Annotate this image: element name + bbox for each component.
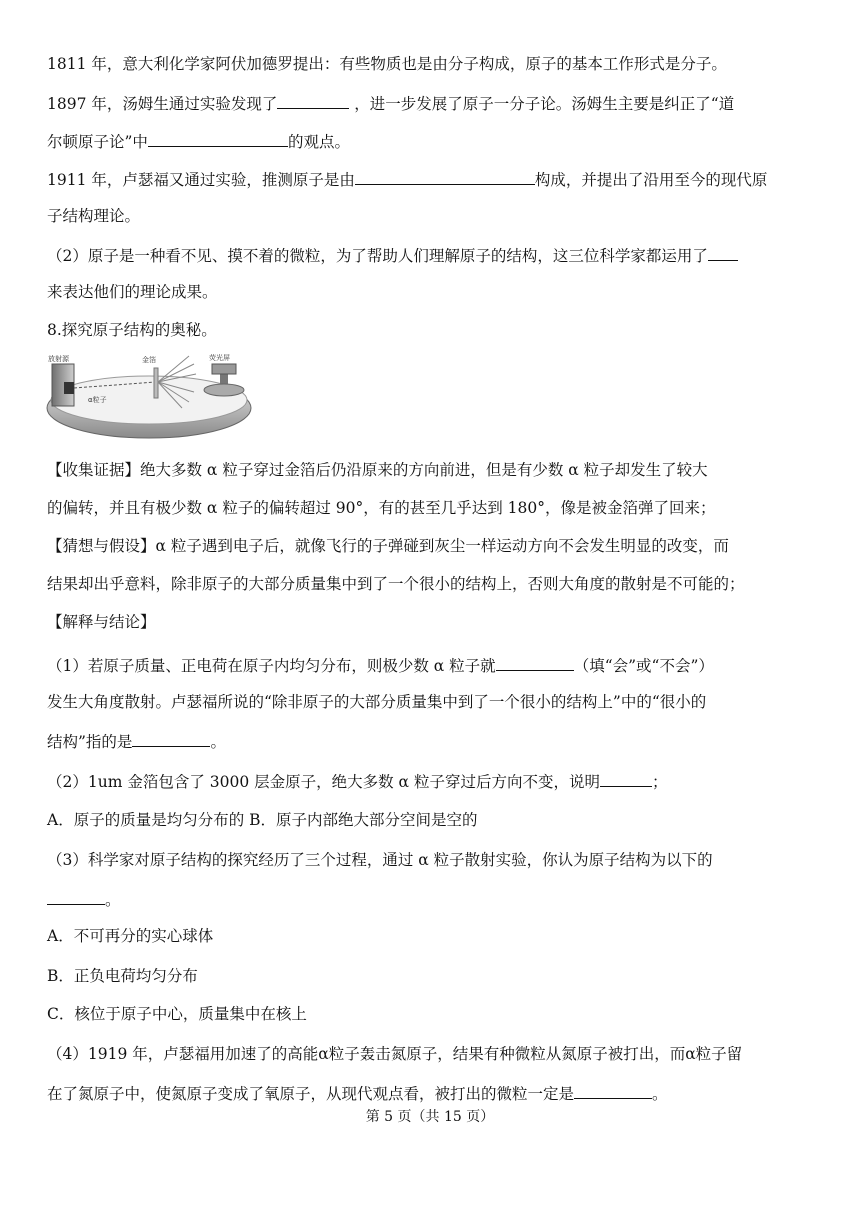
screen xyxy=(212,364,236,374)
source-slot xyxy=(64,382,74,394)
text-segment: 的偏转，并且有极少数 α 粒子的偏转超过 90°，有的甚至几乎达到 180°，像是被金箔弹了回来； xyxy=(47,499,716,517)
text-segment: ； xyxy=(651,773,668,791)
text-segment: 1811 年，意大利化学家阿伏加德罗提出：有些物质也是由分子构成，原子的基本工作形式是分子。 xyxy=(47,55,727,73)
text-segment: （1）若原子质量、正电荷在原子内均匀分布，则极少数 α 粒子就 xyxy=(47,657,496,675)
text-segment: 【解释与结论】 xyxy=(47,613,156,631)
alpha-scattering-apparatus-figure xyxy=(44,350,254,442)
text-segment: 【猜想与假设】α 粒子遇到电子后，就像飞行的子弹碰到灰尘一样运动方向不会发生明显的改变，而 xyxy=(47,537,729,555)
text-line xyxy=(47,770,667,792)
text-line xyxy=(47,612,156,632)
gold-foil xyxy=(154,368,158,398)
label-alpha: α粒子 xyxy=(88,396,107,404)
text-segment: 尔顿原子论”中 xyxy=(47,133,148,151)
text-segment: 。 xyxy=(105,891,121,909)
text-segment: ，进一步发展了原子一分子论。汤姆生主要是纠正了“道 xyxy=(349,95,735,113)
base-top xyxy=(51,376,247,424)
text-line xyxy=(47,244,738,266)
text-line xyxy=(47,54,727,74)
text-segment: 1897 年，汤姆生通过实验发现了 xyxy=(47,95,278,113)
text-segment: A．不可再分的实心球体 xyxy=(47,927,214,945)
text-segment: 【收集证据】绝大多数 α 粒子穿过金箔后仍沿原来的方向前进，但是有少数 α 粒子却发生了较大 xyxy=(47,461,708,479)
text-line xyxy=(47,282,218,302)
text-line xyxy=(47,654,714,676)
text-segment: 。 xyxy=(210,733,226,751)
text-line xyxy=(47,1044,742,1064)
answer-blank[interactable] xyxy=(708,244,738,261)
text-line xyxy=(47,574,745,594)
answer-blank[interactable] xyxy=(355,168,535,185)
label-source: 放射源 xyxy=(48,355,69,363)
text-segment: 的观点。 xyxy=(287,133,350,151)
answer-blank[interactable] xyxy=(132,730,210,747)
text-segment: （2）1um 金箔包含了 3000 层金原子，绝大多数 α 粒子穿过后方向不变，说明 xyxy=(47,773,600,791)
label-foil: 金箔 xyxy=(142,356,156,364)
text-segment: （填“会”或“不会”） xyxy=(573,657,714,675)
answer-blank[interactable] xyxy=(277,92,349,109)
text-line xyxy=(47,850,713,870)
text-line xyxy=(47,926,213,946)
answer-blank[interactable] xyxy=(574,1082,652,1099)
text-line xyxy=(47,130,350,152)
text-segment: 子结构理论。 xyxy=(47,207,141,225)
text-line xyxy=(47,206,140,226)
text-segment: 在了氮原子中，使氮原子变成了氧原子，从现代观点看，被打出的微粒一定是 xyxy=(47,1085,575,1103)
text-segment: （3）科学家对原子结构的探究经历了三个过程，通过 α 粒子散射实验，你认为原子结构为以下的 xyxy=(47,851,713,869)
label-screen: 荧光屏 xyxy=(209,354,230,362)
screen-disc xyxy=(204,384,244,396)
text-segment: 构成，并提出了沿用至今的现代原 xyxy=(534,171,768,189)
text-line xyxy=(47,966,198,986)
text-line xyxy=(47,1004,307,1024)
answer-blank[interactable] xyxy=(600,770,652,787)
text-line xyxy=(47,1082,668,1104)
text-segment: 结构”指的是 xyxy=(47,733,133,751)
text-line xyxy=(47,498,716,518)
text-line xyxy=(47,810,478,830)
page-footer: 第 5 页（共 15 页） xyxy=(365,1109,495,1125)
text-segment: 来表达他们的理论成果。 xyxy=(47,283,218,301)
text-segment: C．核位于原子中心，质量集中在核上 xyxy=(47,1005,307,1023)
text-line xyxy=(47,692,706,712)
text-line xyxy=(47,888,121,910)
text-line xyxy=(47,168,767,190)
text-segment: （4）1919 年，卢瑟福用加速了的高能α粒子轰击氮原子，结果有种微粒从氮原子被打出，而α粒子留 xyxy=(47,1045,743,1063)
text-line xyxy=(47,460,708,480)
answer-blank[interactable] xyxy=(496,654,574,671)
text-segment: 。 xyxy=(652,1085,668,1103)
text-line xyxy=(47,730,226,752)
text-segment: 8.探究原子结构的奥秘。 xyxy=(47,321,217,339)
text-segment: 发生大角度散射。卢瑟福所说的“除非原子的大部分质量集中到了一个很小的结构上”中的“很小的 xyxy=(47,693,707,711)
text-segment: （2）原子是一种看不见、摸不着的微粒，为了帮助人们理解原子的结构，这三位科学家都运用了 xyxy=(47,247,708,265)
text-line xyxy=(47,320,217,340)
answer-blank[interactable] xyxy=(47,888,105,905)
text-segment: 结果却出乎意料，除非原子的大部分质量集中到了一个很小的结构上，否则大角度的散射是不可能的； xyxy=(47,575,745,593)
answer-blank[interactable] xyxy=(148,130,288,147)
text-segment: B．正负电荷均匀分布 xyxy=(47,967,198,985)
text-segment: 1911 年，卢瑟福又通过实验，推测原子是由 xyxy=(47,171,355,189)
text-segment: A．原子的质量是均匀分布的 B．原子内部绝大部分空间是空的 xyxy=(47,811,478,829)
text-line xyxy=(47,536,729,556)
text-line xyxy=(47,92,734,114)
